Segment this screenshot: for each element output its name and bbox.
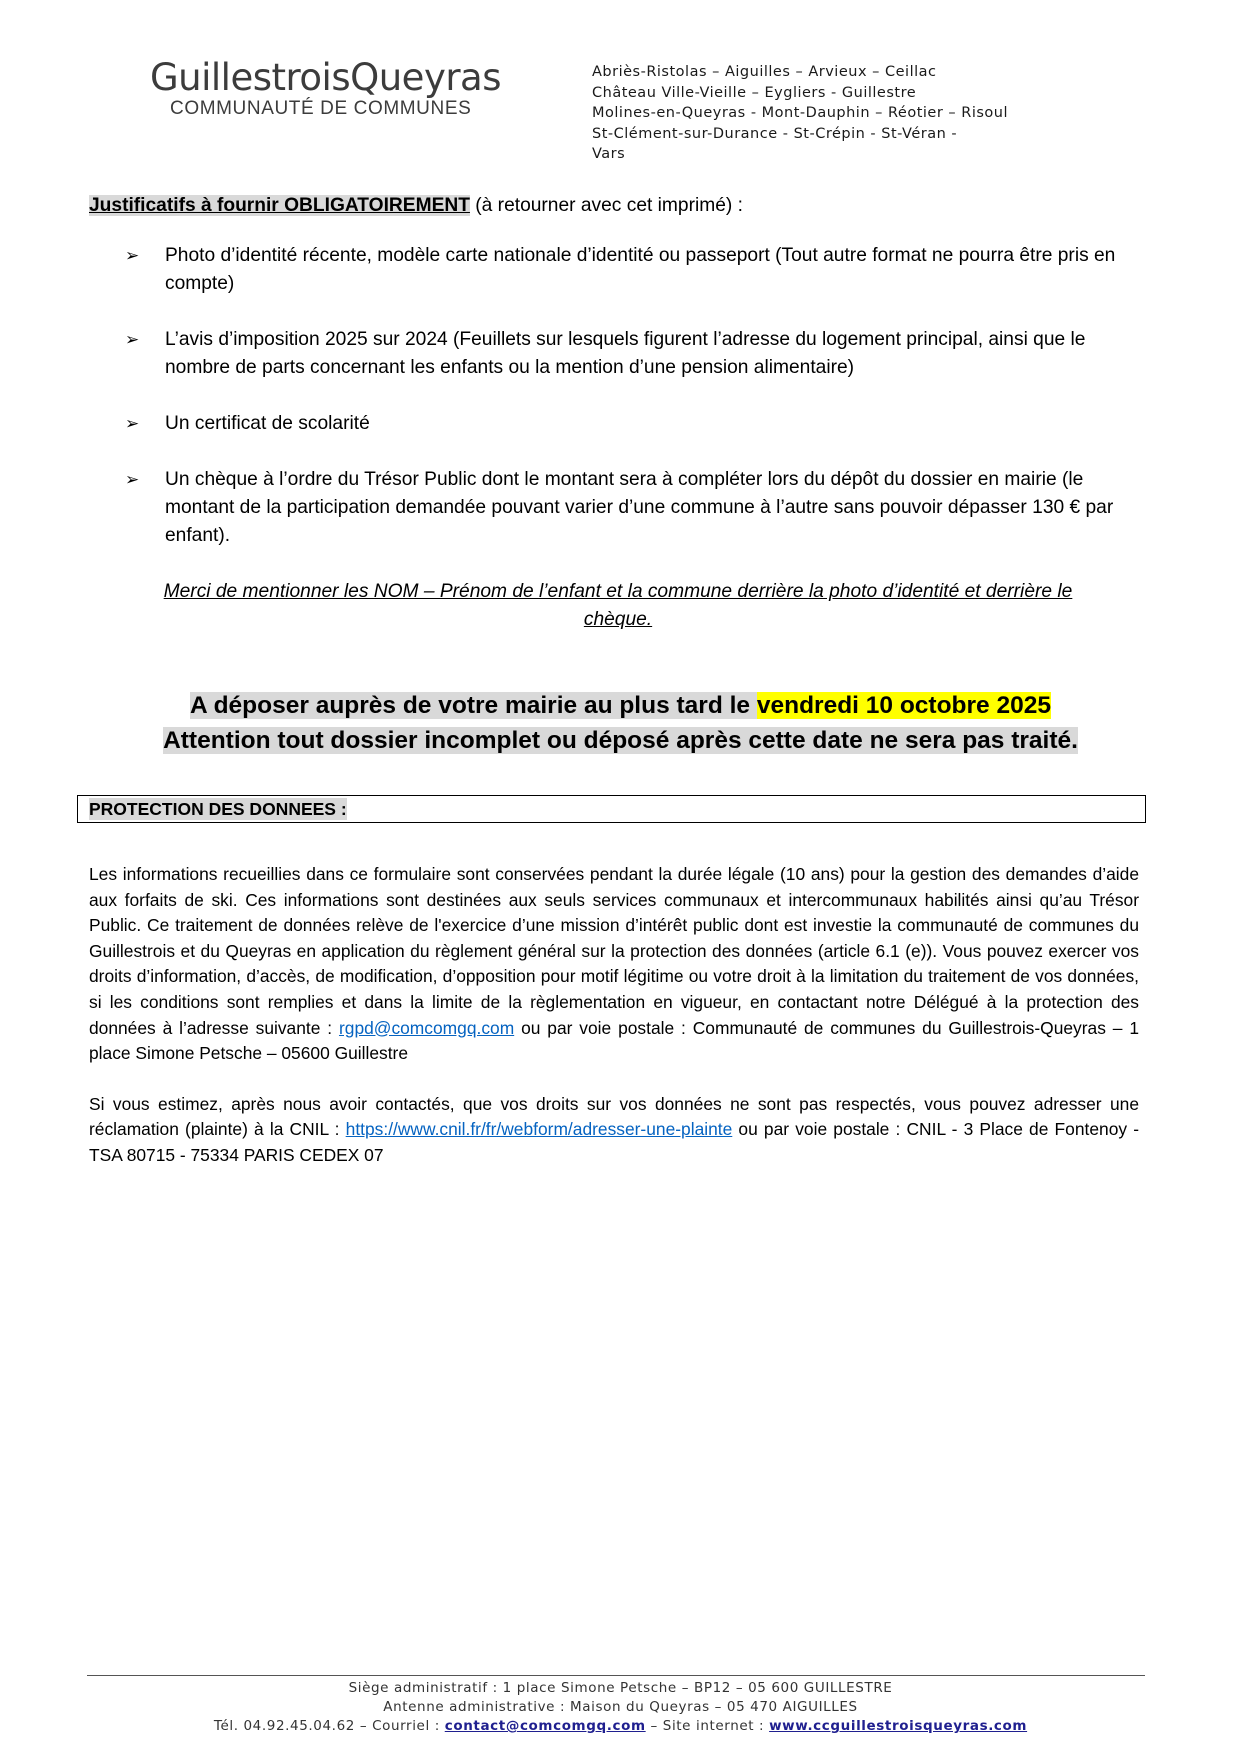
list-item <box>89 326 1147 382</box>
list-item-text: L’avis d’imposition 2025 sur 2024 (Feuillets sur lesquels figurent l’adresse du logement principal, ainsi que le nombre de parts concernant les enfants ou la mention d’une pension alimentaire) <box>165 329 1086 378</box>
list-item <box>89 410 1147 438</box>
communes-line: Château Ville-Vieille – Eygliers - Guillestre <box>592 84 917 101</box>
logo-subtitle: COMMUNAUTÉ DE COMMUNES <box>170 98 472 119</box>
list-item-text: Un certificat de scolarité <box>165 413 370 434</box>
privacy-text: ou par voie postale : Communauté de communes du Guillestrois-Queyras – 1 place Simone Petsche – 05600 Guillestre <box>89 1017 1139 1064</box>
privacy-text: ou par voie postale : CNIL - 3 Place de Fontenoy - TSA 80715 - 75334 PARIS CEDEX 07 <box>89 1119 1140 1165</box>
logo-title: GuillestroisQueyras <box>150 56 501 99</box>
arrow-bullet-icon: ➢ <box>125 470 140 489</box>
list-item-text: Un chèque à l’ordre du Trésor Public dont le montant sera à compléter lors du dépôt du dossier en mairie (le montant de la participation demandée pouvant varier d’une commune à l’autre sans pouvoir dépasser 130 € par enfant). <box>165 469 1114 546</box>
deposit-line-1 <box>60 688 1181 723</box>
justificatifs-section <box>89 192 1147 634</box>
privacy-paragraph-1 <box>89 862 1139 1067</box>
privacy-text: Si vous estimez, après nous avoir contactés, que vos droits sur vos données ne sont pas respectés, vous pouvez adresser une réclamation (plainte) à la CNIL : <box>89 1093 1139 1140</box>
protection-title: PROTECTION DES DONNEES : <box>89 799 347 819</box>
arrow-bullet-icon: ➢ <box>125 414 140 433</box>
privacy-section <box>89 862 1139 1194</box>
rgpd-email-link[interactable]: rgpd@comcomgq.com <box>338 1017 515 1038</box>
arrow-bullet-icon: ➢ <box>125 330 140 349</box>
protection-heading-box <box>77 795 1146 823</box>
footer-line-3 <box>100 1717 1141 1736</box>
justificatifs-intro <box>89 192 1147 220</box>
footer-divider <box>87 1675 1145 1676</box>
list-item <box>89 466 1147 550</box>
deposit-prefix: A déposer auprès de votre mairie au plus tard le <box>189 692 757 719</box>
justificatifs-list <box>89 242 1147 550</box>
deposit-date: vendredi 10 octobre 2025 <box>756 692 1051 719</box>
communes-line: Abriès-Ristolas – Aiguilles – Arvieux – Ceillac <box>592 64 937 80</box>
deposit-line-2 <box>60 723 1181 758</box>
communes-line: Molines-en-Queyras - Mont-Dauphin – Réotier – Risoul <box>592 105 1009 122</box>
communes-line: St-Clément-sur-Durance - St-Crépin - St-Véran - <box>592 125 958 142</box>
arrow-bullet-icon: ➢ <box>125 246 140 265</box>
list-item <box>89 242 1147 298</box>
list-item-text: Photo d’identité récente, modèle carte nationale d’identité ou passeport (Tout autre format ne pourra être pris en compte) <box>165 245 1116 294</box>
communes-line: Vars <box>592 146 626 163</box>
organization-logo <box>150 58 530 120</box>
merci-note: Merci de mentionner les NOM – Prénom de l’enfant et la commune derrière la photo d’identité et derrière le chèque. <box>163 581 1073 630</box>
deposit-warning: Attention tout dossier incomplet ou déposé après cette date ne sera pas traité. <box>163 727 1078 754</box>
footer-line-2: Antenne administrative : Maison du Queyras – 05 470 AIGUILLES <box>383 1699 858 1715</box>
cnil-complaint-link[interactable]: https://www.cnil.fr/fr/webform/adresser-une-plainte <box>345 1119 733 1140</box>
footer-phone: Tél. 04.92.45.04.62 – Courriel : <box>213 1718 445 1734</box>
footer-separator: – Site internet : <box>645 1718 770 1734</box>
website-link[interactable]: www.ccguillestroisqueyras.com <box>769 1718 1028 1734</box>
footer-line-1: Siège administratif : 1 place Simone Petsche – BP12 – 05 600 GUILLESTRE <box>348 1680 893 1696</box>
deposit-deadline-notice <box>60 688 1181 758</box>
communes-list <box>592 62 1062 165</box>
privacy-text: Les informations recueillies dans ce formulaire sont conservées pendant la durée légale (10 ans) pour la gestion des demandes d’aide aux forfaits de ski. Ces informations sont destinées aux seuls services communaux et intercommunaux habilités ainsi qu’au Trésor Public. Ce traitement de données relève de l'exercice d’une mission d’intérêt public dont est investie la communauté de communes du Guillestrois et du Queyras en application du règlement général sur la protection des données (article 6.1 (e)). Vous pouvez exercer vos droits d’information, d’accès, de modification, d’opposition pour motif légitime ou votre droit à la limitation du traitement de vos données, si les conditions sont remplies et dans la limite de la règlementation en vigueur, en contactant notre Délégué à la protection des données à l’adresse suivante : <box>89 864 1139 1038</box>
contact-email-link[interactable]: contact@comcomgq.com <box>444 1718 646 1734</box>
page-footer <box>100 1679 1141 1736</box>
privacy-paragraph-2 <box>89 1092 1139 1169</box>
justificatifs-heading: Justificatifs à fournir OBLIGATOIREMENT <box>89 195 470 216</box>
justificatifs-intro-rest: (à retourner avec cet imprimé) : <box>469 195 743 216</box>
